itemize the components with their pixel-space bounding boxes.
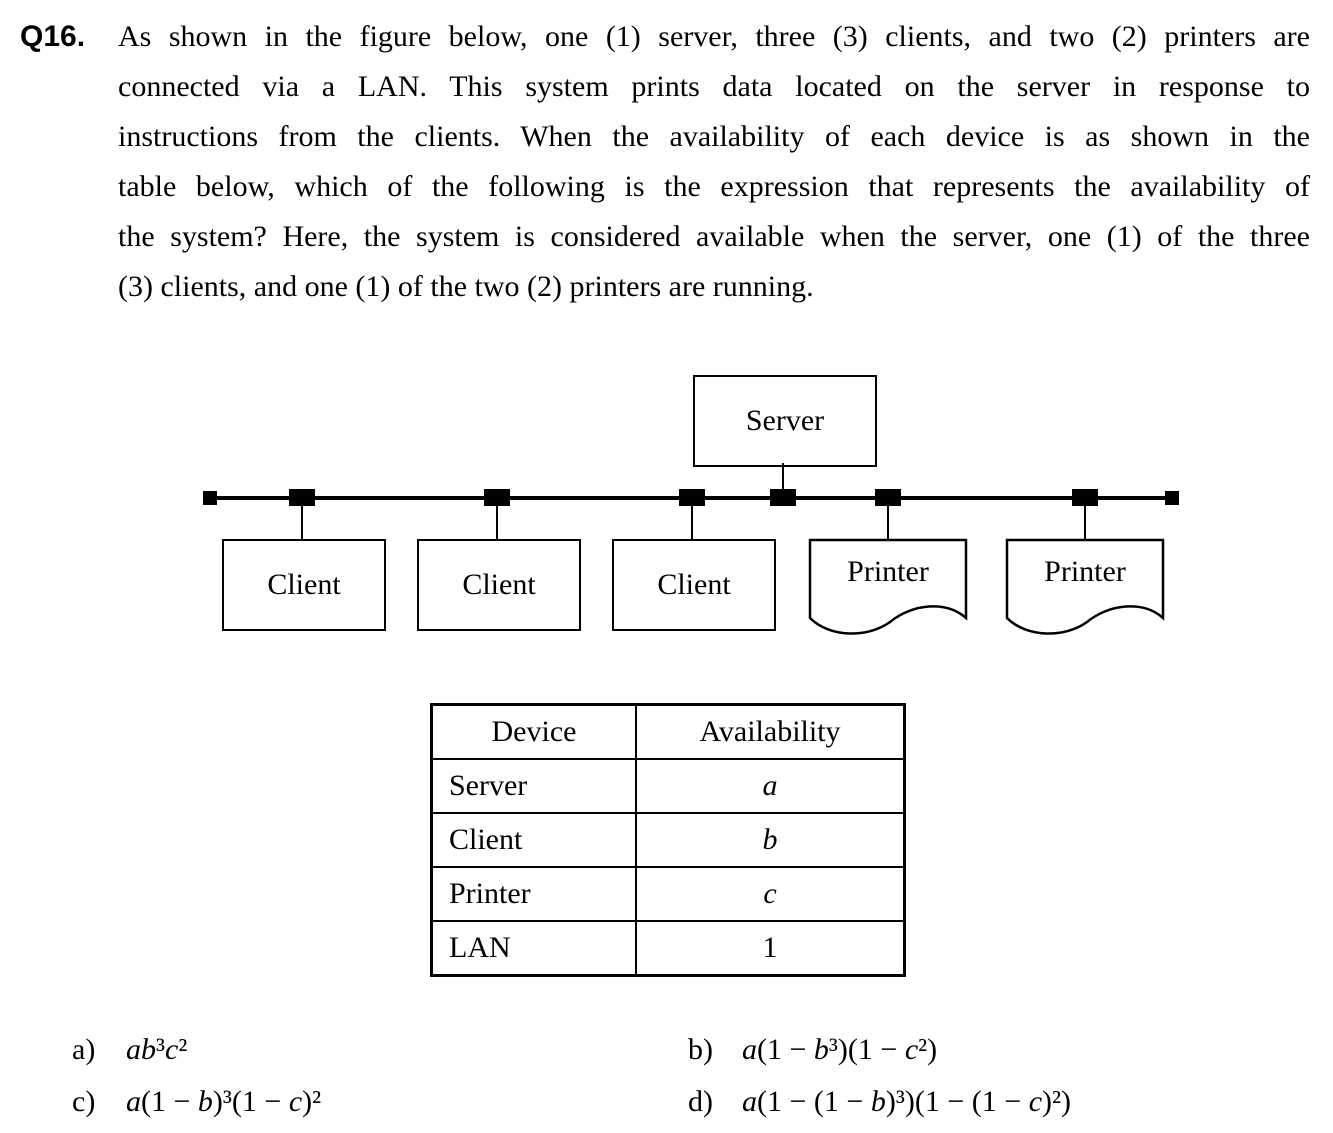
- table-row: [432, 813, 905, 867]
- printer-drop-line: [887, 500, 889, 539]
- option-b: [688, 1028, 937, 1072]
- option-d: [688, 1080, 1071, 1124]
- device-cell: Printer: [432, 867, 637, 921]
- server-node: [693, 375, 877, 467]
- server-label: Server: [745, 404, 825, 437]
- printer-drop-line: [1084, 500, 1086, 539]
- device-cell: LAN: [432, 921, 637, 976]
- option-a-letter: a): [72, 1033, 96, 1066]
- availability-cell: c: [636, 867, 905, 921]
- table-row: [432, 867, 905, 921]
- question-line: connected via a LAN. This system prints data located on the server in response to: [118, 70, 1310, 103]
- availability-cell: a: [636, 759, 905, 813]
- question-text: [118, 12, 1310, 312]
- table-row: [432, 759, 905, 813]
- option-c-letter: c): [72, 1085, 96, 1118]
- table-header-device: Device: [432, 705, 637, 760]
- question-line: the system? Here, the system is considered available when the server, one (1) of the three: [118, 220, 1310, 253]
- lan-terminator-right: [1165, 491, 1179, 505]
- client-drop-line: [301, 500, 303, 539]
- lan-tap: [770, 489, 796, 506]
- option-c: [72, 1080, 321, 1124]
- table-header-row: [432, 705, 905, 760]
- availability-cell: 1: [636, 921, 905, 976]
- lan-terminator-left: [203, 491, 217, 505]
- client-drop-line: [691, 500, 693, 539]
- question-line: instructions from the clients. When the availability of each device is as shown in the: [118, 120, 1310, 153]
- client-label: Client: [462, 568, 536, 601]
- availability-table: [430, 703, 906, 977]
- question-line: table below, which of the following is the expression that represents the availability of: [118, 170, 1310, 203]
- printer-node: [1005, 538, 1165, 638]
- option-b-letter: b): [688, 1033, 713, 1066]
- client-node: [417, 539, 581, 631]
- device-cell: Server: [432, 759, 637, 813]
- table-header-availability: Availability: [636, 705, 905, 760]
- question-line: As shown in the figure below, one (1) server, three (3) clients, and two (2) printers are: [118, 20, 1310, 53]
- client-drop-line: [496, 500, 498, 539]
- option-c-formula: a(1 − b)³(1 − c)²: [126, 1085, 322, 1118]
- device-cell: Client: [432, 813, 637, 867]
- printer-label: Printer: [1044, 555, 1126, 588]
- option-d-formula: a(1 − (1 − b)³)(1 − (1 − c)²): [742, 1085, 1072, 1118]
- table-row: [432, 921, 905, 976]
- client-node: [222, 539, 386, 631]
- client-label: Client: [657, 568, 731, 601]
- option-a: [72, 1028, 187, 1072]
- question-line: (3) clients, and one (1) of the two (2) printers are running.: [118, 270, 814, 303]
- printer-node: [808, 538, 968, 638]
- client-node: [612, 539, 776, 631]
- printer-label: Printer: [847, 555, 929, 588]
- availability-cell: b: [636, 813, 905, 867]
- question-number: Q16.: [20, 20, 86, 53]
- option-a-formula: ab³c²: [126, 1033, 188, 1066]
- option-b-formula: a(1 − b³)(1 − c²): [742, 1033, 938, 1066]
- option-d-letter: d): [688, 1085, 713, 1118]
- client-label: Client: [267, 568, 341, 601]
